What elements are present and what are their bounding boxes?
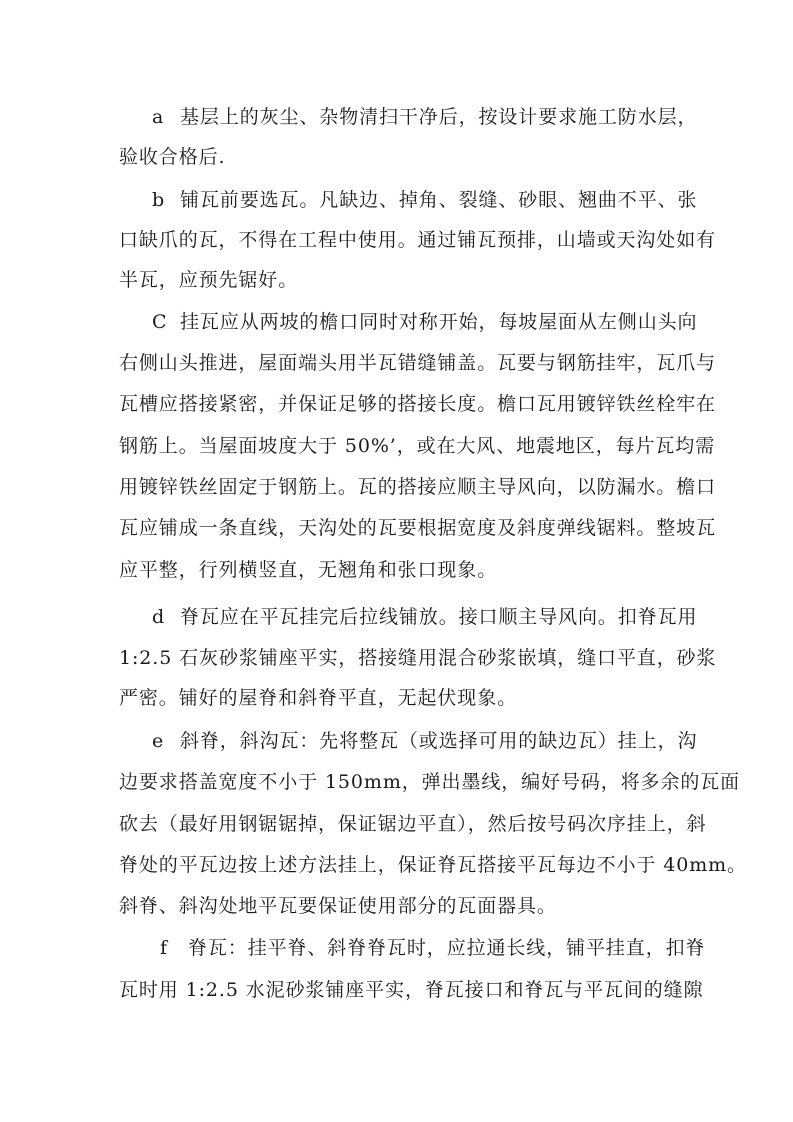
- paragraph-a-line-1: [152, 105, 697, 129]
- paragraph-c-line-7: 应平整，行列横竖直，无翘角和张口现象。: [119, 559, 498, 581]
- paragraph-c-line-1: [152, 310, 697, 334]
- paragraph-e-line-2: 边要求搭盖宽度不小于 150mm，弹出墨线，编好号码，将多余的瓦面: [119, 771, 741, 793]
- paragraph-text: 挂瓦应从两坡的檐口同时对称开始，每坡屋面从左侧山头向: [180, 311, 698, 333]
- paragraph-b-line-1: [152, 188, 697, 212]
- paragraph-f-line-1: [160, 936, 705, 960]
- paragraph-f-line-2: 瓦时用 1:2.5 水泥砂浆铺座平实，脊瓦接口和脊瓦与平瓦间的缝隙: [119, 979, 704, 1001]
- paragraph-b-line-3: 半瓦，应预先锯好。: [119, 269, 299, 291]
- paragraph-text: 脊瓦应在平瓦挂完后拉线铺放。接口顺主导风向。扣脊瓦用: [180, 606, 698, 628]
- paragraph-c-line-3: 瓦槽应搭接紧密，并保证足够的搭接长度。檐口瓦用镀锌铁丝栓牢在: [119, 393, 717, 415]
- paragraph-d-line-1: [152, 605, 697, 629]
- paragraph-text: 脊瓦：挂平脊、斜脊脊瓦时，应拉通长线，铺平挂直，扣脊: [188, 937, 706, 959]
- paragraph-a-line-2: 验收合格后.: [119, 146, 226, 168]
- paragraph-d-line-2: 1:2.5 石灰砂浆铺座平实，搭接缝用混合砂浆嵌填，缝口平直，砂浆: [119, 647, 717, 669]
- paragraph-marker: e: [152, 730, 165, 752]
- paragraph-marker: f: [160, 937, 168, 959]
- paragraph-b-line-2: 口缺爪的瓦，不得在工程中使用。通过铺瓦预排，山墙或天沟处如有: [119, 229, 717, 251]
- paragraph-e-line-1: [152, 729, 697, 753]
- paragraph-marker: b: [152, 189, 166, 211]
- paragraph-marker: C: [152, 311, 168, 333]
- paragraph-c-line-6: 瓦应铺成一条直线，天沟处的瓦要根据宽度及斜度弹线锯料。整坡瓦: [119, 517, 717, 539]
- paragraph-text: 斜脊，斜沟瓦：先将整瓦（或选择可用的缺边瓦）挂上，沟: [180, 730, 698, 752]
- paragraph-e-line-3: 砍去（最好用钢锯锯掉，保证锯边平直），然后按号码次序挂上，斜: [119, 813, 707, 835]
- paragraph-c-line-4: 钢筋上。当屋面坡度大于 50%’，或在大风、地震地区，每片瓦均需: [119, 435, 716, 457]
- paragraph-e-line-4: 脊处的平瓦边按上述方法挂上，保证脊瓦搭接平瓦每边不小于 40mm。: [119, 854, 747, 876]
- paragraph-c-line-2: 右侧山头推进，屋面端头用半瓦错缝铺盖。瓦要与钢筋挂牢，瓦爪与: [119, 352, 717, 374]
- paragraph-marker: a: [152, 106, 165, 128]
- paragraph-text: 基层上的灰尘、杂物清扫干净后，按设计要求施工防水层，: [180, 106, 698, 128]
- paragraph-c-line-5: 用镀锌铁丝固定于钢筋上。瓦的搭接应顺主导风向，以防漏水。檐口: [119, 476, 717, 498]
- paragraph-e-line-5: 斜脊、斜沟处地平瓦要保证使用部分的瓦面器具。: [119, 895, 557, 917]
- paragraph-marker: d: [152, 606, 166, 628]
- paragraph-text: 铺瓦前要选瓦。凡缺边、掉角、裂缝、砂眼、翘曲不平、张: [180, 189, 698, 211]
- paragraph-d-line-3: 严密。铺好的屋脊和斜脊平直，无起伏现象。: [119, 687, 518, 709]
